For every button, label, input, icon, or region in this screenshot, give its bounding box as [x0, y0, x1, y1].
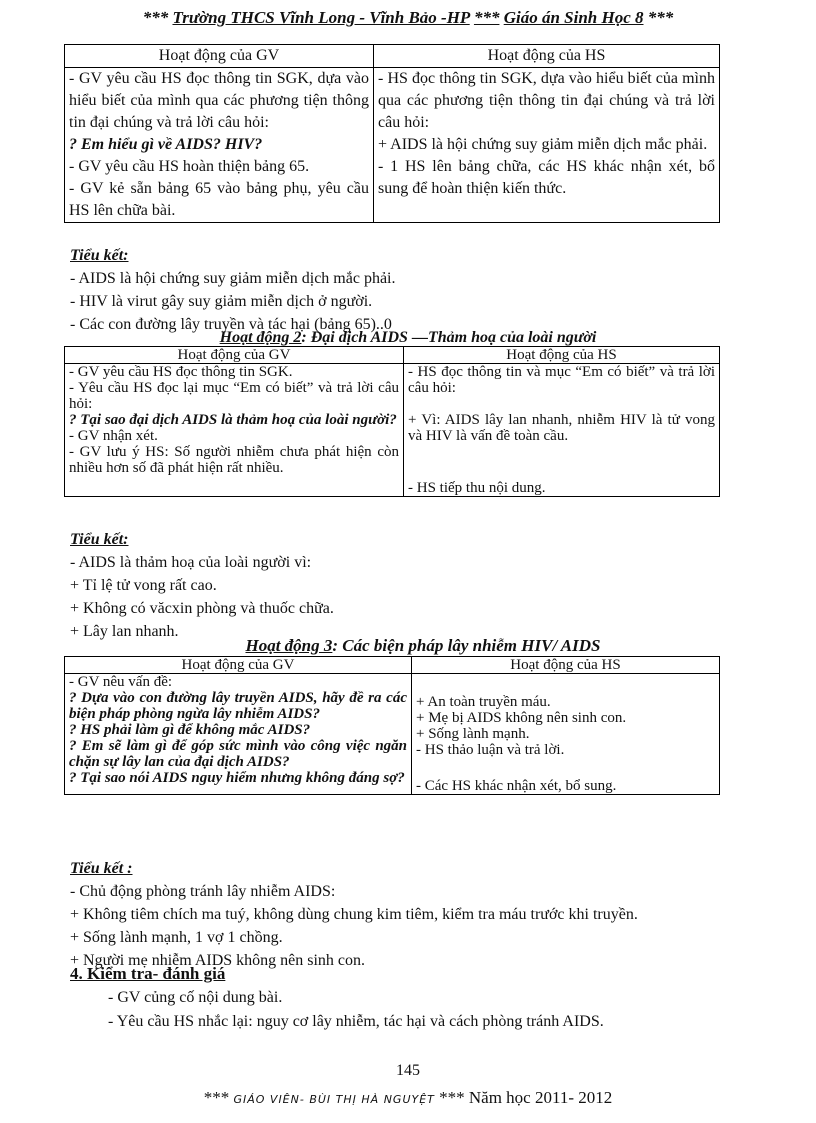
section4-line: - Yêu cầu HS nhắc lại: nguy cơ lây nhiễm, tác hại và cách phòng tránh AIDS.: [108, 1013, 604, 1030]
summary-2: [70, 528, 334, 643]
header-stars-left: ***: [142, 8, 169, 27]
table1-gv-line: - GV yêu cầu HS đọc thông tin SGK, dựa vào hiểu biết của mình qua các phương tiện thông tin đại chúng và trả lời câu hỏi:: [69, 70, 369, 131]
summary2-line: - AIDS là thảm hoạ của loài người vì:: [70, 554, 312, 571]
summary3-line: + Người mẹ nhiễm AIDS không nên sinh con.: [70, 952, 366, 969]
table3-hs-line: + Mẹ bị AIDS không nên sinh con.: [416, 710, 627, 726]
header-stars-mid: ***: [473, 8, 500, 27]
table3-hs-line: - Các HS khác nhận xét, bổ sung.: [416, 778, 617, 794]
summary3-label: Tiểu kết :: [70, 860, 133, 877]
table2-gv-line: - GV yêu cầu HS đọc thông tin SGK.: [69, 364, 293, 380]
table3-gv-question: ? Em sẽ làm gì để góp sức mình vào công việc ngăn chặn sự lây lan của đại dịch AIDS?: [69, 738, 407, 770]
summary3-line: + Sống lành mạnh, 1 vợ 1 chồng.: [70, 929, 283, 946]
summary3-line: - Chủ động phòng tránh lây nhiễm AIDS:: [70, 883, 336, 900]
table2-gv-question: ? Tại sao đại dịch AIDS là thảm hoạ của loài người?: [69, 412, 397, 428]
table2-hs-line: + Vì: AIDS lây lan nhanh, nhiễm HIV là tử vong và HIV là vấn đề toàn cầu.: [408, 412, 715, 444]
table2-gv-line: - GV nhận xét.: [69, 428, 158, 444]
summary1-line: - Các con đường lây truyền và tác hại (bảng 65)..0: [70, 316, 392, 333]
activity-table-1: [64, 44, 720, 223]
summary2-line: + Lây lan nhanh.: [70, 623, 179, 640]
table3-gv-cell: [65, 674, 412, 795]
table3-col-gv: Hoạt động của GV: [65, 657, 412, 674]
section-4: [70, 962, 604, 1034]
table2-gv-line: - GV lưu ý HS: Số người nhiễm chưa phát hiện còn nhiều hơn số đã phát hiện rất nhiều.: [69, 444, 399, 476]
table1-hs-line: - HS đọc thông tin SGK, dựa vào hiểu biết của mình qua các phương tiện thông tin đại chúng và trả lời câu hỏi:: [378, 70, 715, 131]
table3-gv-line: - GV nêu vấn đề:: [69, 674, 173, 690]
table1-gv-line: - GV kẻ sẵn bảng 65 vào bảng phụ, yêu cầu HS lên chữa bài.: [69, 180, 369, 219]
summary2-label: Tiểu kết:: [70, 531, 129, 548]
summary2-line: + Không có văcxin phòng và thuốc chữa.: [70, 600, 334, 617]
page-footer: [0, 1088, 816, 1108]
table2-hs-line: - HS đọc thông tin và mục “Em có biết” và trả lời câu hỏi:: [408, 364, 715, 396]
section4-title: 4. Kiểm tra- đánh giá: [70, 964, 226, 983]
table2-col-gv: Hoạt động của GV: [65, 347, 404, 364]
table1-gv-question: ? Em hiểu gì về AIDS? HIV?: [69, 136, 263, 153]
activity2-label: Hoạt động 2: [219, 329, 302, 346]
table3-gv-question: ? Dựa vào con đường lây truyền AIDS, hãy đề ra các biện pháp phòng ngừa lây nhiễm AIDS?: [69, 690, 407, 722]
summary1-line: - HIV là virut gây suy giảm miễn dịch ở người.: [70, 293, 373, 310]
page-header: [0, 8, 816, 28]
table1-gv-line: - GV yêu cầu HS hoàn thiện bảng 65.: [69, 158, 310, 175]
activity2-text: : Đại dịch AIDS —Thảm hoạ của loài người: [301, 329, 597, 346]
footer-stars-left: ***: [203, 1088, 230, 1107]
summary2-line: + Tỉ lệ tử vong rất cao.: [70, 577, 217, 594]
header-subject: Giáo án Sinh Học 8: [503, 8, 644, 27]
table1-hs-cell: [374, 68, 720, 223]
summary1-line: - AIDS là hội chứng suy giảm miễn dịch mắc phải.: [70, 270, 396, 287]
table3-gv-question: ? HS phải làm gì để không mắc AIDS?: [69, 722, 311, 738]
table1-hs-line: - 1 HS lên bảng chữa, các HS khác nhận xét, bổ sung để hoàn thiện kiến thức.: [378, 158, 715, 197]
activity3-label: Hoạt động 3: [245, 636, 333, 655]
table2-gv-cell: [65, 364, 404, 497]
page-number: 145: [396, 1062, 420, 1079]
table2-hs-cell: [404, 364, 720, 497]
table1-hs-line: + AIDS là hội chứng suy giảm miễn dịch mắc phải.: [378, 136, 708, 153]
summary3-line: + Không tiêm chích ma tuý, không dùng chung kim tiêm, kiểm tra máu trước khi truyền.: [70, 906, 638, 923]
table3-col-hs: Hoạt động của HS: [412, 657, 720, 674]
table1-col-gv: Hoạt động của GV: [65, 45, 374, 68]
summary1-label: Tiểu kết:: [70, 247, 129, 264]
activity-table-3: [64, 656, 720, 795]
summary-1: [70, 244, 396, 336]
footer-school-year: Năm học 2011- 2012: [468, 1088, 613, 1107]
activity-table-2: [64, 346, 720, 497]
table2-col-hs: Hoạt động của HS: [404, 347, 720, 364]
activity3-text: : Các biện pháp lây nhiễm HIV/ AIDS: [332, 636, 601, 655]
table3-hs-line: + Sống lành mạnh.: [416, 726, 530, 742]
table1-col-hs: Hoạt động của HS: [374, 45, 720, 68]
header-school: Trường THCS Vĩnh Long - Vĩnh Bảo -HP: [172, 8, 470, 27]
footer-teacher-signature: GIÁO VIÊN- BÙI THỊ HÀ NGUYỆT: [233, 1093, 435, 1106]
table2-gv-line: - Yêu cầu HS đọc lại mục “Em có biết” và trả lời câu hỏi:: [69, 380, 399, 412]
section4-line: - GV củng cố nội dung bài.: [108, 989, 283, 1006]
table3-hs-line: + An toàn truyền máu.: [416, 694, 551, 710]
table3-hs-cell: [412, 674, 720, 795]
activity2-title: [0, 329, 816, 347]
footer-stars-right: ***: [439, 1088, 465, 1107]
table2-hs-line: - HS tiếp thu nội dung.: [408, 480, 546, 496]
table3-gv-question: ? Tại sao nói AIDS nguy hiểm nhưng không đáng sợ?: [69, 770, 405, 786]
table3-hs-line: - HS thảo luận và trả lời.: [416, 742, 565, 758]
header-stars-right: ***: [647, 8, 674, 27]
table1-gv-cell: [65, 68, 374, 223]
activity3-title: [0, 636, 816, 656]
summary-3: [70, 857, 638, 972]
